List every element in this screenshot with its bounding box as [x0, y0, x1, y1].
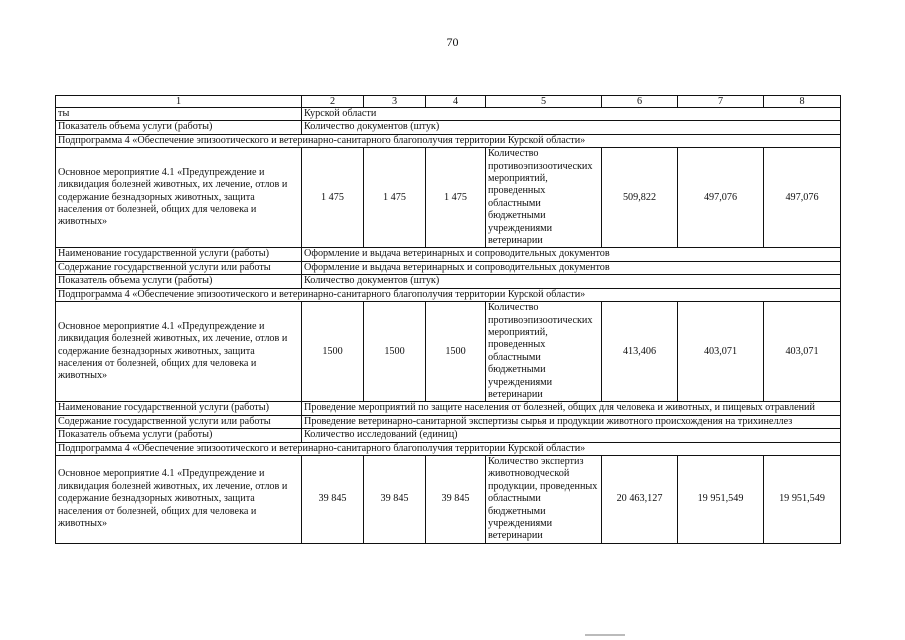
value-cell: 1 475 — [364, 148, 426, 248]
table-row — [56, 302, 841, 402]
subprogram-title: Подпрограмма 4 «Обеспечение эпизоотического и ветеринарно-санитарного благополучия территории Курской области» — [56, 134, 841, 147]
table-header-row — [56, 96, 841, 108]
value-cell: 39 845 — [364, 455, 426, 543]
scan-artifact — [585, 634, 625, 636]
amount-cell: 413,406 — [602, 302, 678, 402]
row-label: Содержание государственной услуги или работы — [56, 415, 302, 428]
row-value: Количество исследований (единиц) — [302, 429, 841, 442]
value-cell: 1500 — [426, 302, 486, 402]
amount-cell: 497,076 — [678, 148, 764, 248]
table-row — [56, 402, 841, 415]
row-label: Показатель объема услуги (работы) — [56, 121, 302, 134]
table-row — [56, 148, 841, 248]
value-cell: 1 475 — [302, 148, 364, 248]
value-cell: 1500 — [302, 302, 364, 402]
value-cell: 1500 — [364, 302, 426, 402]
activity-description: Основное мероприятие 4.1 «Предупреждение и ликвидация болезней животных, их лечение, отлов и содержание безнадзорных животных, защита населения от болезней, общих для человека и животных» — [56, 148, 302, 248]
table-row — [56, 108, 841, 121]
table-row — [56, 455, 841, 543]
indicator-description: Количество противоэпизоотических мероприятий, проведенных областными бюджетными учреждениями ветеринарии — [486, 148, 602, 248]
row-value: Курской области — [302, 108, 841, 121]
row-label: Наименование государственной услуги (работы) — [56, 248, 302, 261]
activity-description: Основное мероприятие 4.1 «Предупреждение и ликвидация болезней животных, их лечение, отлов и содержание безнадзорных животных, защита населения от болезней, общих для человека и животных» — [56, 455, 302, 543]
row-label: Наименование государственной услуги (работы) — [56, 402, 302, 415]
subprogram-title: Подпрограмма 4 «Обеспечение эпизоотического и ветеринарно-санитарного благополучия территории Курской области» — [56, 288, 841, 301]
amount-cell: 19 951,549 — [764, 455, 841, 543]
document-table — [55, 95, 841, 544]
row-label: Содержание государственной услуги или работы — [56, 261, 302, 274]
column-header: 7 — [678, 96, 764, 108]
row-label: Показатель объема услуги (работы) — [56, 429, 302, 442]
column-header: 8 — [764, 96, 841, 108]
table-row — [56, 288, 841, 301]
amount-cell: 20 463,127 — [602, 455, 678, 543]
indicator-description: Количество экспертиз животноводческой продукции, проведенных областными бюджетными учреждениями ветеринарии — [486, 455, 602, 543]
amount-cell: 403,071 — [678, 302, 764, 402]
table-row — [56, 121, 841, 134]
table-row — [56, 134, 841, 147]
row-value: Проведение ветеринарно-санитарной экспертизы сырья и продукции животного происхождения на трихинеллез — [302, 415, 841, 428]
table-row — [56, 275, 841, 288]
column-header: 5 — [486, 96, 602, 108]
column-header: 2 — [302, 96, 364, 108]
row-value: Количество документов (штук) — [302, 275, 841, 288]
column-header: 3 — [364, 96, 426, 108]
table-row — [56, 442, 841, 455]
column-header: 4 — [426, 96, 486, 108]
row-value: Проведение мероприятий по защите населения от болезней, общих для человека и животных, и пищевых отравлений — [302, 402, 841, 415]
row-value: Оформление и выдача ветеринарных и сопроводительных документов — [302, 261, 841, 274]
column-header: 6 — [602, 96, 678, 108]
column-header: 1 — [56, 96, 302, 108]
table-row — [56, 415, 841, 428]
amount-cell: 497,076 — [764, 148, 841, 248]
row-label: ты — [56, 108, 302, 121]
value-cell: 1 475 — [426, 148, 486, 248]
indicator-description: Количество противоэпизоотических мероприятий, проведенных областными бюджетными учреждениями ветеринарии — [486, 302, 602, 402]
amount-cell: 403,071 — [764, 302, 841, 402]
page-number: 70 — [446, 35, 459, 49]
table-row — [56, 429, 841, 442]
value-cell: 39 845 — [302, 455, 364, 543]
value-cell: 39 845 — [426, 455, 486, 543]
activity-description: Основное мероприятие 4.1 «Предупреждение и ликвидация болезней животных, их лечение, отлов и содержание безнадзорных животных, защита населения от болезней, общих для человека и животных» — [56, 302, 302, 402]
subprogram-title: Подпрограмма 4 «Обеспечение эпизоотического и ветеринарно-санитарного благополучия территории Курской области» — [56, 442, 841, 455]
amount-cell: 509,822 — [602, 148, 678, 248]
amount-cell: 19 951,549 — [678, 455, 764, 543]
row-value: Количество документов (штук) — [302, 121, 841, 134]
table-row — [56, 248, 841, 261]
table-row — [56, 261, 841, 274]
row-value: Оформление и выдача ветеринарных и сопроводительных документов — [302, 248, 841, 261]
row-label: Показатель объема услуги (работы) — [56, 275, 302, 288]
